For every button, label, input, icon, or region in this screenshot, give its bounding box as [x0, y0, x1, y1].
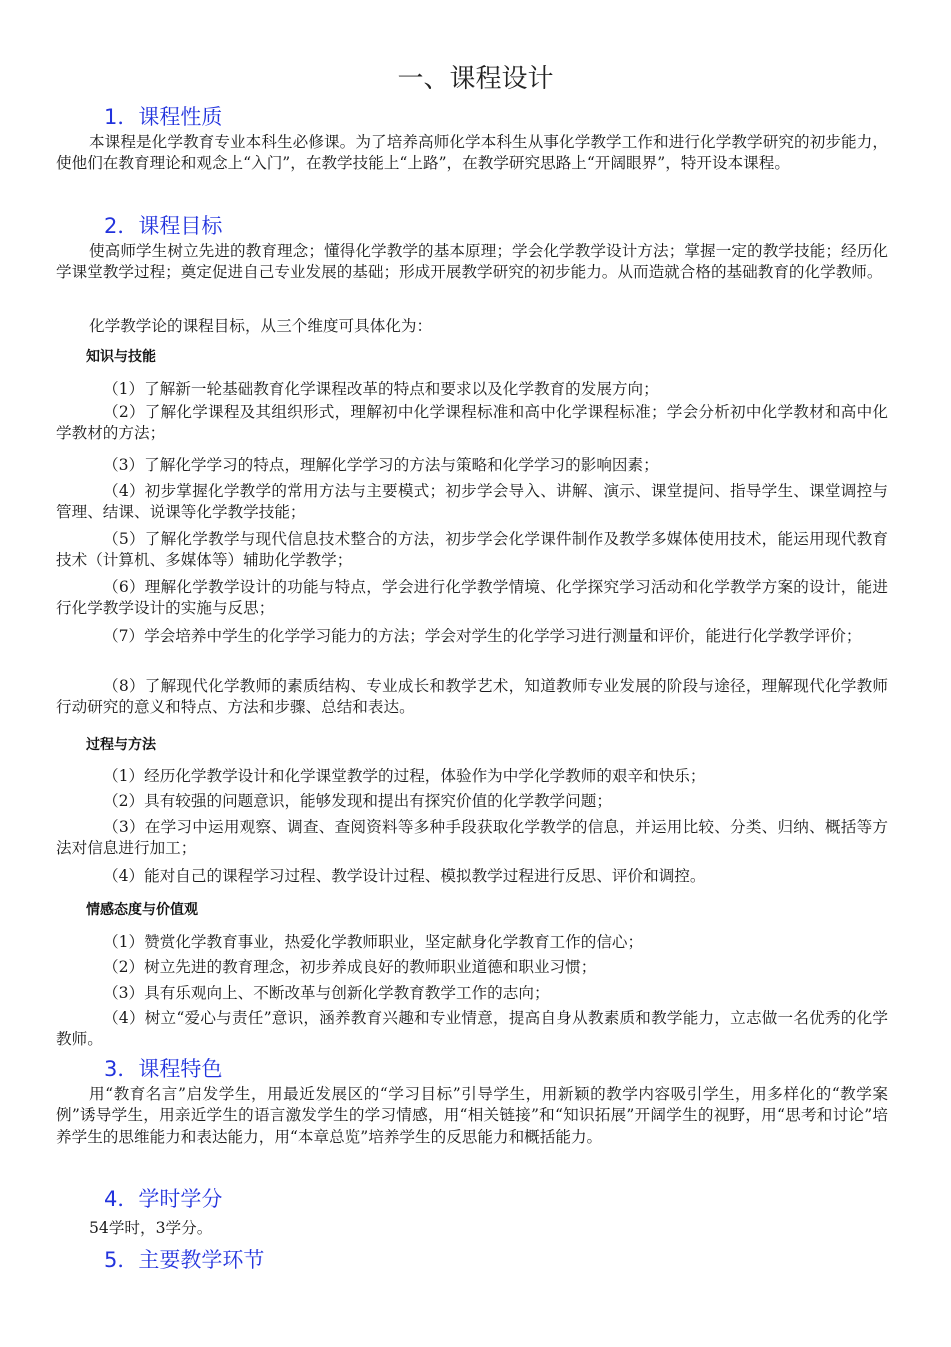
list-item: （2）了解化学课程及其组织形式，理解初中化学课程标准和高中化学课程标准；学会分析初中化学教材和高中化学教材的方法；	[56, 403, 888, 443]
list-item: （3）了解化学学习的特点，理解化学学习的方法与策略和化学学习的影响因素；	[103, 456, 659, 474]
section-heading-teaching-steps: 5．主要教学环节	[104, 1248, 265, 1272]
list-item: （2）树立先进的教育理念，初步养成良好的教师职业道德和职业习惯；	[103, 958, 597, 976]
subheading-attitudes-values: 情感态度与价值观	[86, 902, 198, 918]
list-item: （8）了解现代化学教师的素质结构、专业成长和教学艺术，知道教师专业发展的阶段与途径，理解现代化学教师行动研究的意义和特点、方法和步骤、总结和表达。	[56, 677, 888, 717]
paragraph-goals: 使高师学生树立先进的教育理念；懂得化学教学的基本原理；学会化学教学设计方法；掌握一定的教学技能；经历化学课堂教学过程；奠定促进自己专业发展的基础；形成开展教学研究的初步能力。从而造就合格的基础教育的化学教师。	[56, 242, 888, 282]
list-item: （3）在学习中运用观察、调查、查阅资料等多种手段获取化学教学的信息，并运用比较、分类、归纳、概括等方法对信息进行加工；	[56, 818, 888, 858]
list-item: （1）经历化学教学设计和化学课堂教学的过程，体验作为中学化学教师的艰辛和快乐；	[103, 767, 706, 785]
section-heading-hours-credits: 4．学时学分	[104, 1187, 223, 1211]
paragraph-nature: 本课程是化学教育专业本科生必修课。为了培养高师化学本科生从事化学教学工作和进行化学教学研究的初步能力，使他们在教育理论和观念上“入门”，在教学技能上“上路”，在教学研究思路上“开阔眼界”，特开设本课程。	[56, 133, 888, 173]
subheading-process-methods: 过程与方法	[86, 737, 156, 753]
list-item: （3）具有乐观向上、不断改革与创新化学教育教学工作的志向；	[103, 984, 550, 1002]
list-item: （5）了解化学教学与现代信息技术整合的方法，初步学会化学课件制作及教学多媒体使用技术，能运用现代教育技术（计算机、多媒体等）辅助化学教学；	[56, 530, 888, 570]
list-item: （1）了解新一轮基础教育化学课程改革的特点和要求以及化学教育的发展方向；	[103, 380, 659, 398]
list-item: （2）具有较强的问题意识，能够发现和提出有探究价值的化学教学问题；	[103, 792, 612, 810]
paragraph-goals-intro: 化学教学论的课程目标，从三个维度可具体化为：	[89, 317, 433, 335]
section-heading-features: 3．课程特色	[104, 1057, 223, 1081]
list-item: （4）能对自己的课程学习过程、教学设计过程、模拟教学过程进行反思、评价和调控。	[103, 867, 706, 885]
section-heading-goals: 2．课程目标	[104, 214, 223, 238]
page-title: 一、课程设计	[397, 64, 554, 94]
list-item: （6）理解化学教学设计的功能与特点，学会进行化学教学情境、化学探究学习活动和化学教学方案的设计，能进行化学教学设计的实施与反思；	[56, 578, 888, 618]
list-item: （4）初步掌握化学教学的常用方法与主要模式；初步学会导入、讲解、演示、课堂提问、指导学生、课堂调控与管理、结课、说课等化学教学技能；	[56, 482, 888, 522]
list-item: （1）赞赏化学教育事业，热爱化学教师职业，坚定献身化学教育工作的信心；	[103, 933, 644, 951]
list-item: （7）学会培养中学生的化学学习能力的方法；学会对学生的化学学习进行测量和评价，能进行化学教学评价；	[103, 627, 862, 645]
paragraph-features: 用“教育名言”启发学生，用最近发展区的“学习目标”引导学生，用新颖的教学内容吸引学生，用多样化的“教学案例”诱导学生，用亲近学生的语言激发学生的学习情感，用“相关链接”和“知识拓展”开阔学生的视野，用“思考和讨论”培养学生的思维能力和表达能力，用“本章总览”培养学生的反思能力和概括能力。	[56, 1085, 888, 1146]
subheading-knowledge-skills: 知识与技能	[86, 349, 156, 365]
section-heading-nature: 1．课程性质	[104, 105, 223, 129]
paragraph-hours-credits: 54学时，3学分。	[89, 1219, 213, 1237]
list-item: （4）树立“爱心与责任”意识，涵养教育兴趣和专业情意，提高自身从教素质和教学能力，立志做一名优秀的化学教师。	[56, 1009, 888, 1049]
